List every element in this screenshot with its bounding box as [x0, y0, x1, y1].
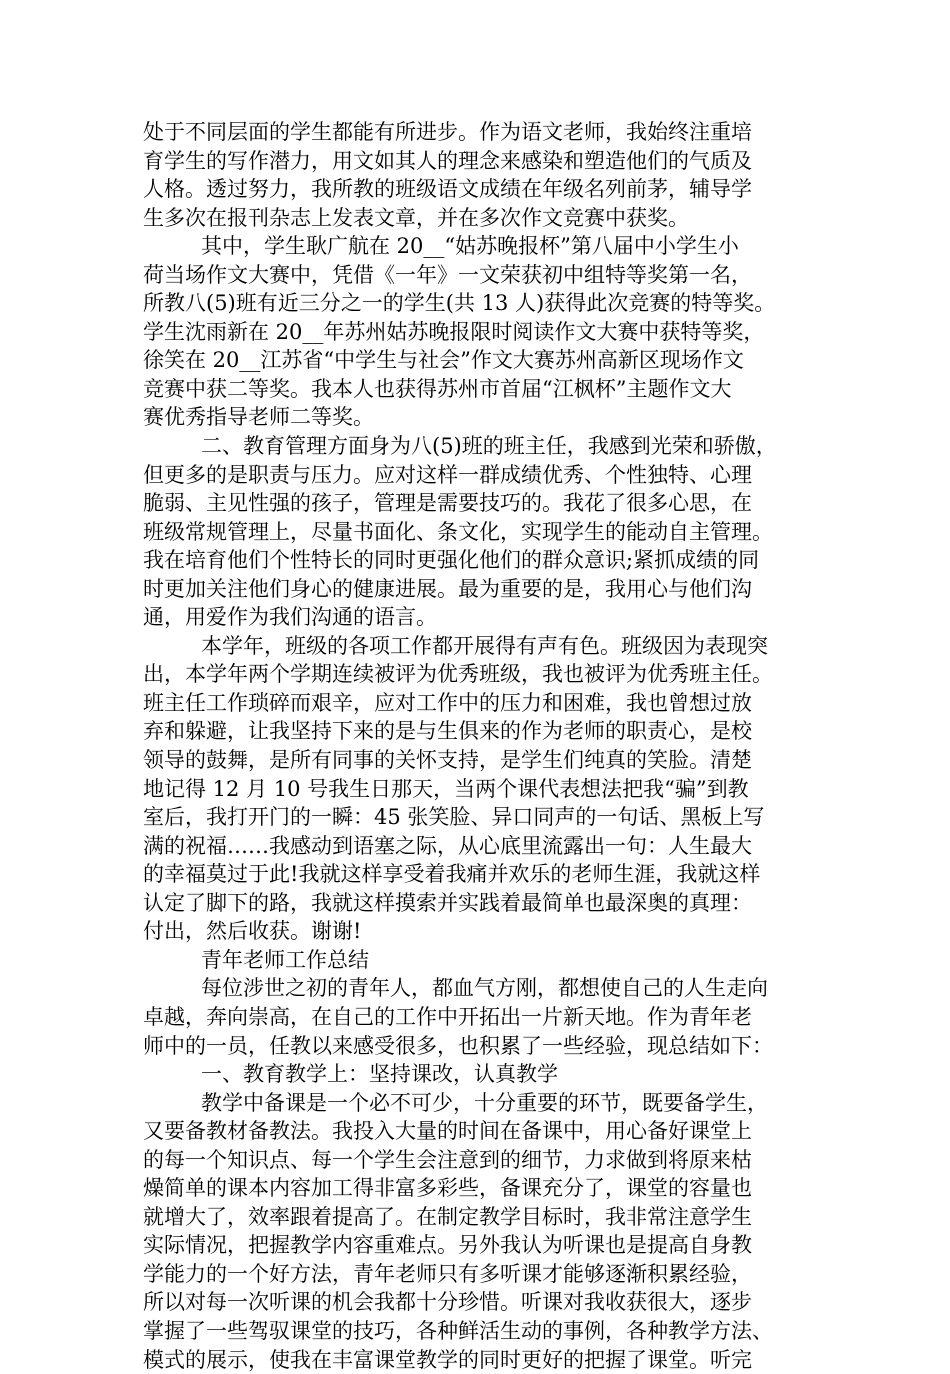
text-line: 掌握了一些驾驭课堂的技巧，各种鲜活生动的事例，各种教学方法、: [143, 1318, 773, 1343]
text-line: 学能力的一个好方法，青年老师只有多听课才能够逐渐积累经验，: [143, 1261, 752, 1286]
paragraph-first-line: 教学中备课是一个必不可少，十分重要的环节，既要备学生，: [201, 1090, 768, 1115]
text-line: 师中的一员，任教以来感受很多，也积累了一些经验，现总结如下：: [143, 1033, 773, 1058]
text-line: 赛优秀指导老师二等奖。: [143, 405, 374, 430]
text-line: 时更加关注他们身心的健康进展。最为重要的是，我用心与他们沟: [143, 576, 752, 601]
text-line: 的幸福莫过于此!我就这样享受着我痛并欢乐的老师生涯，我就这样: [143, 862, 761, 887]
document-body: [143, 118, 831, 1374]
text-line: 处于不同层面的学生都能有所进步。作为语文老师，我始终注重培: [143, 120, 752, 144]
paragraph-first-line: 每位涉世之初的青年人，都血气方刚，都想使自己的人生走向: [201, 976, 768, 1001]
paragraph-first-line: 其中，学生耿广航在 20__“姑苏晚报杯”第八届中小学生小: [201, 234, 739, 259]
text-line: 但更多的是职责与压力。应对这样一群成绩优秀、个性独特、心理: [143, 462, 752, 487]
paragraph-first-line: 一、教育教学上：坚持课改，认真教学: [201, 1062, 558, 1087]
text-line: 付出，然后收获。谢谢!: [143, 919, 362, 944]
text-line: 燥简单的课本内容加工得非富多彩些，备课充分了，课堂的容量也: [143, 1176, 752, 1201]
text-line: 出，本学年两个学期连续被评为优秀班级，我也被评为优秀班主任。: [143, 662, 773, 687]
paragraph-first-line: 青年老师工作总结: [201, 947, 369, 972]
text-line: 我在培育他们个性特长的同时更强化他们的群众意识;紧抓成绩的同: [143, 548, 760, 573]
text-line: 室后，我打开门的一瞬：45 张笑脸、异口同声的一句话、黑板上写: [143, 805, 765, 830]
text-line: 竞赛中获二等奖。我本人也获得苏州市首届“江枫杯”主题作文大: [143, 376, 732, 401]
text-line: 就增大了，效率跟着提高了。在制定教学目标时，我非常注意学生: [143, 1204, 752, 1229]
text-line: 通，用爱作为我们沟通的语言。: [143, 605, 437, 630]
text-line: 领导的鼓舞，是所有同事的关怀支持，是学生们纯真的笑脸。清楚: [143, 748, 752, 773]
text-line: 育学生的写作潜力，用文如其人的理念来感染和塑造他们的气质及: [143, 148, 752, 173]
text-line: 弃和躲避，让我坚持下来的是与生俱来的作为老师的职责心，是校: [143, 719, 752, 744]
text-line: 模式的展示，使我在丰富课堂教学的同时更好的把握了课堂。听完: [143, 1347, 752, 1372]
text-line: 学生沈雨新在 20__年苏州姑苏晚报限时阅读作文大赛中获特等奖，: [143, 319, 765, 344]
text-line: 又要备教材备教法。我投入大量的时间在备课中，用心备好课堂上: [143, 1119, 752, 1144]
paragraph-first-line: 二、教育管理方面身为八(5)班的班主任，我感到光荣和骄傲，: [201, 434, 777, 459]
text-line: 地记得 12 月 10 号我生日那天，当两个课代表想法把我“骗”到教: [143, 776, 749, 801]
text-line: 生多次在报刊杂志上发表文章，并在多次作文竞赛中获奖。: [143, 205, 689, 230]
paragraph-first-line: 本学年，班级的各项工作都开展得有声有色。班级因为表现突: [201, 633, 768, 658]
text-line: 人格。透过努力，我所教的班级语文成绩在年级名列前茅，辅导学: [143, 177, 752, 202]
text-line: 徐笑在 20__江苏省“中学生与社会”作文大赛苏州高新区现场作文: [143, 348, 744, 373]
text-line: 脆弱、主见性强的孩子，管理是需要技巧的。我花了很多心思，在: [143, 491, 752, 516]
text-line: 满的祝福……我感动到语塞之际，从心底里流露出一句：人生最大: [143, 833, 752, 858]
text-line: 班主任工作琐碎而艰辛，应对工作中的压力和困难，我也曾想过放: [143, 690, 752, 715]
text-line: 卓越，奔向崇高，在自己的工作中开拓出一片新天地。作为青年老: [143, 1004, 752, 1029]
text-line: 所以对每一次听课的机会我都十分珍惜。听课对我收获很大，逐步: [143, 1290, 752, 1315]
text-line: 的每一个知识点、每一个学生会注意到的细节，力求做到将原来枯: [143, 1147, 752, 1172]
text-line: 班级常规管理上，尽量书面化、条文化，实现学生的能动自主管理。: [143, 519, 773, 544]
text-line: 认定了脚下的路，我就这样摸索并实践着最简单也最深奥的真理：: [143, 890, 752, 915]
text-line: 实际情况，把握教学内容重难点。另外我认为听课也是提高自身教: [143, 1233, 752, 1258]
text-line: 所教八(5)班有近三分之一的学生(共 13 人)获得此次竞赛的特等奖。: [143, 291, 776, 316]
text-line: 荷当场作文大赛中，凭借《一年》一文荣获初中组特等奖第一名，: [143, 262, 752, 287]
